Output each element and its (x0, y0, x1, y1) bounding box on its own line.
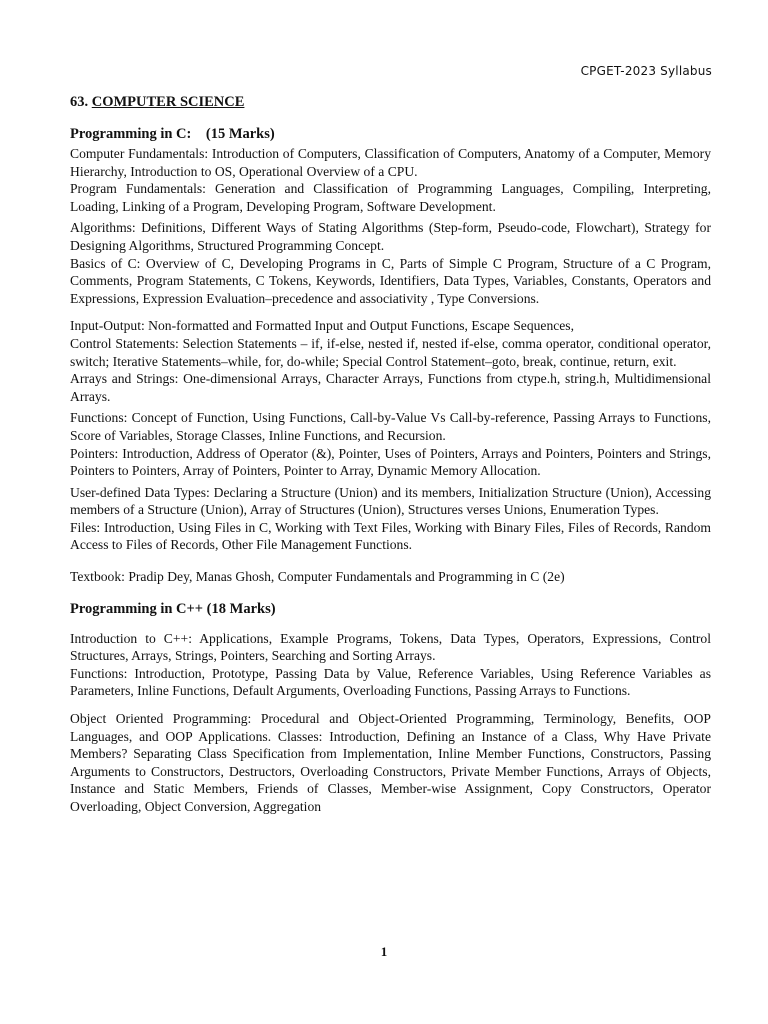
para-pointers: Pointers: Introduction, Address of Operator (&), Pointer, Uses of Pointers, Arrays and Pointers, Pointers and Strings, Pointers to Pointers, Array of Pointers, Pointer to Array, Dynamic Memory Allocation. (70, 445, 711, 479)
para-user-defined-types: User-defined Data Types: Declaring a Structure (Union) and its members, Initialization Structure (Union), Accessing members of a Structure (Union), Array of Structures (Union), Structures verses Unions, Enumeration Types. (70, 484, 711, 518)
document-body (70, 94, 711, 816)
c-programming-heading: Programming in C: (15 Marks) (70, 126, 275, 142)
section-title: COMPUTER SCIENCE (91, 94, 245, 110)
section-heading (70, 94, 711, 111)
para-cpp-intro: Introduction to C++: Applications, Example Programs, Tokens, Data Types, Operators, Expressions, Control Structures, Arrays, Strings, Pointers, Searching and Sorting Arrays. (70, 630, 711, 664)
para-computer-fundamentals: Computer Fundamentals: Introduction of Computers, Classification of Computers, Anatomy of a Computer, Memory Hierarchy, Introduction to OS, Operational Overview of a CPU. (70, 146, 711, 179)
para-control-statements: Control Statements: Selection Statements – if, if-else, nested if, nested if-else, comma operator, conditional operator, switch; Iterative Statements–while, for, do-while; Special Control Statement–goto, break, continue, return, exit. (70, 335, 711, 369)
para-cpp-oop: Object Oriented Programming: Procedural and Object-Oriented Programming, Terminology, Benefits, OOP Languages, and OOP Applications. Classes: Introduction, Defining an Instance of a Class, Why Have Private Members? Separating Class Specification from Implementation, Inline Member Functions, Constructors, Passing Arguments to Constructors, Destructors, Overloading Constructors, Private Member Functions, Arrays of Objects, Instance and Static Members, Friends of Classes, Member-wise Assignment, Copy Constructors, Operator Overloading, Object Conversion, Aggregation (70, 711, 711, 814)
para-files: Files: Introduction, Using Files in C, Working with Text Files, Working with Binary Files, Files of Records, Random Access to Files of Records, Other File Management Functions. (70, 519, 711, 553)
para-algorithms: Algorithms: Definitions, Different Ways of Stating Algorithms (Step-form, Pseudo-code, Flowchart), Strategy for Designing Algorithms, Structured Programming Concept. (70, 220, 711, 253)
syllabus-header: CPGET-2023 Syllabus (580, 64, 712, 78)
para-basics-of-c: Basics of C: Overview of C, Developing Programs in C, Parts of Simple C Program, Structure of a C Program, Comments, Program Statements, C Tokens, Keywords, Identifiers, Data Types, Variables, Constants, Operators and Expressions, Expression Evaluation–precedence and associativity , Type Conversions. (70, 255, 711, 306)
para-input-output: Input-Output: Non-formatted and Formatted Input and Output Functions, Escape Sequences, (70, 318, 574, 334)
cpp-programming-heading: Programming in C++ (18 Marks) (70, 600, 276, 617)
para-arrays-strings: Arrays and Strings: One-dimensional Arrays, Character Arrays, Functions from ctype.h, string.h, Multidimensional Arrays. (70, 371, 711, 404)
c-textbook: Textbook: Pradip Dey, Manas Ghosh, Computer Fundamentals and Programming in C (2e) (70, 569, 565, 585)
para-cpp-functions: Functions: Introduction, Prototype, Passing Data by Value, Reference Variables, Using Reference Variables as Parameters, Inline Functions, Default Arguments, Overloading Functions, Passing Arrays to Functions. (70, 665, 711, 699)
para-program-fundamentals: Program Fundamentals: Generation and Classification of Programming Languages, Compiling, Interpreting, Loading, Linking of a Program, Developing Program, Software Development. (70, 181, 711, 214)
section-number: 63. (70, 94, 89, 110)
page-number: 1 (380, 944, 388, 959)
para-functions: Functions: Concept of Function, Using Functions, Call-by-Value Vs Call-by-reference, Passing Arrays to Functions, Score of Variables, Storage Classes, Inline Functions, and Recursion. (70, 410, 711, 443)
